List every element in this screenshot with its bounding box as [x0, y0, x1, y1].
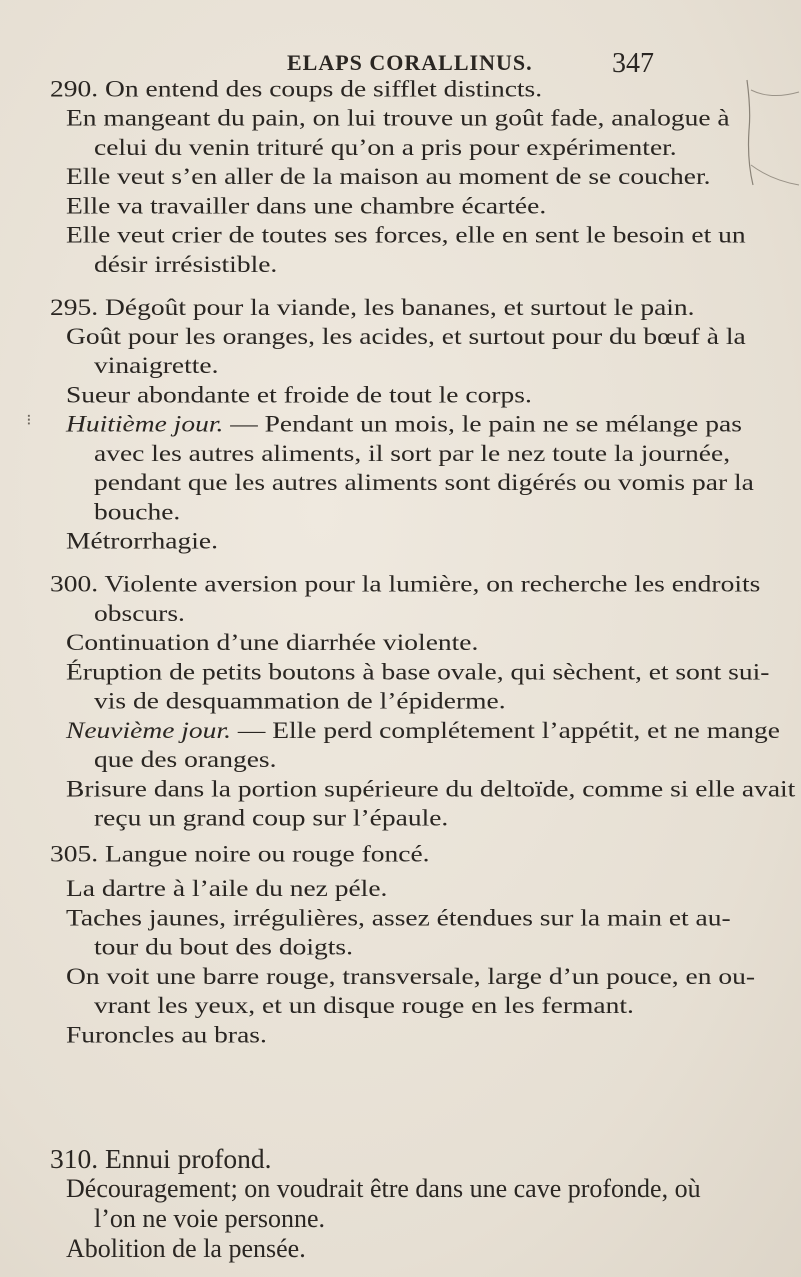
running-title: ELAPS CORALLINUS.	[287, 50, 533, 75]
entry-line: Sueur abondante et froide de tout le corps.	[66, 380, 532, 408]
entry-line: Brisure dans la portion supérieure du deltoïde, comme si elle avait	[66, 774, 796, 802]
entry-first-line: 300. Violente aversion pour la lumière, on recherche les endroits	[50, 570, 761, 597]
entry-number: 300.	[50, 570, 99, 597]
entry-number: 310.	[50, 1143, 99, 1174]
entry-line: Huitième jour. — Pendant un mois, le pain ne se mélange pas	[66, 410, 742, 437]
entry-line: tour du bout des doigts.	[94, 933, 353, 960]
day-label: Neuvième jour.	[66, 716, 231, 744]
entry-line: vinaigrette.	[94, 351, 219, 379]
entry-line: Elle veut s’en aller de la maison au moment de se coucher.	[66, 162, 711, 190]
entry-line: vrant les yeux, et un disque rouge en les fermant.	[94, 991, 634, 1019]
entry-line: La dartre à l’aile du nez péle.	[66, 874, 388, 902]
margin-mark: ⁝	[26, 411, 32, 429]
entry-number: 295.	[50, 293, 99, 320]
entry-line: Découragement; on voudrait être dans une cave profonde, où	[66, 1174, 701, 1203]
entry-number: 290.	[50, 74, 99, 102]
entry-line: l’on ne voie personne.	[94, 1204, 326, 1233]
page-number: 347	[612, 48, 654, 79]
entry-line: Continuation d’une diarrhée violente.	[66, 628, 479, 656]
day-label: Huitième jour.	[66, 410, 224, 437]
entry-line: Abolition de la pensée.	[66, 1234, 306, 1263]
entry-line: Elle va travailler dans une chambre écartée.	[66, 191, 547, 219]
entry-line: désir irrésistible.	[94, 250, 278, 277]
entry-line: celui du venin trituré qu’on a pris pour expérimenter.	[94, 133, 677, 160]
entry-first-line: 305. Langue noire ou rouge foncé.	[50, 840, 430, 867]
entry-first-line: 310. Ennui profond.	[50, 1143, 272, 1174]
entry-line: Éruption de petits boutons à base ovale, qui sèchent, et sont sui-	[66, 657, 770, 685]
page-edge-curl	[741, 70, 801, 190]
entry-line: obscurs.	[94, 599, 185, 627]
entry-line: pendant que les autres aliments sont digérés ou vomis par la	[94, 468, 754, 496]
entry-line: En mangeant du pain, on lui trouve un goût fade, analogue à	[66, 104, 730, 131]
entry-line: avec les autres aliments, il sort par le nez toute la journée,	[94, 439, 731, 467]
entry-line: bouche.	[94, 497, 181, 525]
entry-first-line: 295. Dégoût pour la viande, les bananes, et surtout le pain.	[50, 293, 695, 320]
entry-line: Elle veut crier de toutes ses forces, elle en sent le besoin et un	[66, 221, 746, 248]
entry-first-line: 290. On entend des coups de sifflet distincts.	[50, 74, 543, 102]
entry-line: Goût pour les oranges, les acides, et surtout pour du bœuf à la	[66, 322, 746, 350]
entry-line: Neuvième jour. — Elle perd complétement l’appétit, et ne mange	[66, 716, 781, 744]
entry-line: vis de desquammation de l’épiderme.	[94, 687, 506, 714]
entry-line: Taches jaunes, irrégulières, assez étendues sur la main et au-	[66, 903, 731, 931]
entry-line: On voit une barre rouge, transversale, large d’un pouce, en ou-	[66, 962, 756, 989]
entry-number: 305.	[50, 840, 99, 867]
entry-line: que des oranges.	[94, 745, 277, 773]
entry-line: Métrorrhagie.	[66, 527, 218, 554]
entry-line: Furoncles au bras.	[66, 1020, 267, 1048]
entry-line: reçu un grand coup sur l’épaule.	[94, 804, 449, 831]
